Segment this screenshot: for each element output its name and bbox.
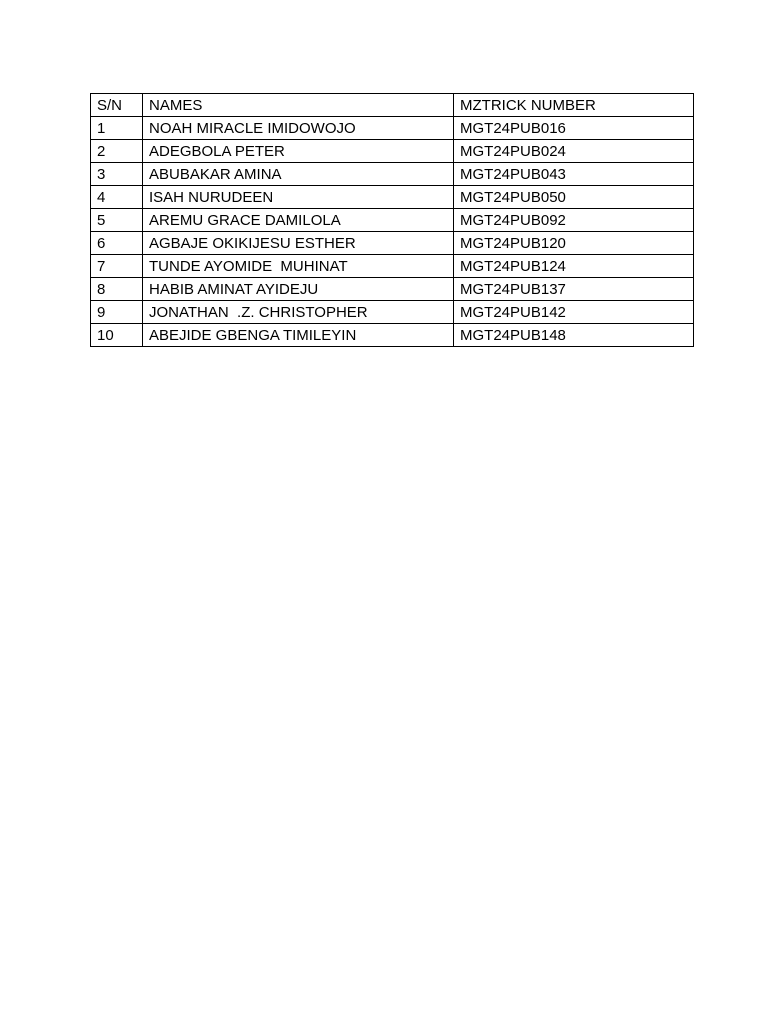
- table-row: [91, 140, 694, 163]
- cell-sn: 7: [91, 255, 143, 278]
- table-row: [91, 278, 694, 301]
- cell-number: MGT24PUB124: [454, 255, 694, 278]
- cell-sn: 2: [91, 140, 143, 163]
- cell-number: MGT24PUB024: [454, 140, 694, 163]
- header-matric-number: MZTRICK NUMBER: [454, 94, 694, 117]
- cell-name: ADEGBOLA PETER: [143, 140, 454, 163]
- cell-name: ISAH NURUDEEN: [143, 186, 454, 209]
- cell-number: MGT24PUB050: [454, 186, 694, 209]
- cell-name: AREMU GRACE DAMILOLA: [143, 209, 454, 232]
- cell-sn: 8: [91, 278, 143, 301]
- cell-sn: 4: [91, 186, 143, 209]
- cell-number: MGT24PUB148: [454, 324, 694, 347]
- cell-sn: 1: [91, 117, 143, 140]
- cell-number: MGT24PUB043: [454, 163, 694, 186]
- cell-name: JONATHAN .Z. CHRISTOPHER: [143, 301, 454, 324]
- table-row: [91, 163, 694, 186]
- cell-sn: 6: [91, 232, 143, 255]
- cell-sn: 9: [91, 301, 143, 324]
- cell-sn: 10: [91, 324, 143, 347]
- table-row: [91, 232, 694, 255]
- cell-name: AGBAJE OKIKIJESU ESTHER: [143, 232, 454, 255]
- table-row: [91, 255, 694, 278]
- cell-number: MGT24PUB092: [454, 209, 694, 232]
- table-row: [91, 324, 694, 347]
- table-header-row: [91, 94, 694, 117]
- table-row: [91, 209, 694, 232]
- student-table: [90, 93, 694, 347]
- cell-number: MGT24PUB142: [454, 301, 694, 324]
- cell-name: HABIB AMINAT AYIDEJU: [143, 278, 454, 301]
- table-row: [91, 117, 694, 140]
- header-sn: S/N: [91, 94, 143, 117]
- cell-sn: 3: [91, 163, 143, 186]
- table-row: [91, 301, 694, 324]
- cell-number: MGT24PUB120: [454, 232, 694, 255]
- cell-name: TUNDE AYOMIDE MUHINAT: [143, 255, 454, 278]
- cell-number: MGT24PUB016: [454, 117, 694, 140]
- cell-name: ABUBAKAR AMINA: [143, 163, 454, 186]
- table-row: [91, 186, 694, 209]
- cell-sn: 5: [91, 209, 143, 232]
- cell-number: MGT24PUB137: [454, 278, 694, 301]
- cell-name: NOAH MIRACLE IMIDOWOJO: [143, 117, 454, 140]
- cell-name: ABEJIDE GBENGA TIMILEYIN: [143, 324, 454, 347]
- header-names: NAMES: [143, 94, 454, 117]
